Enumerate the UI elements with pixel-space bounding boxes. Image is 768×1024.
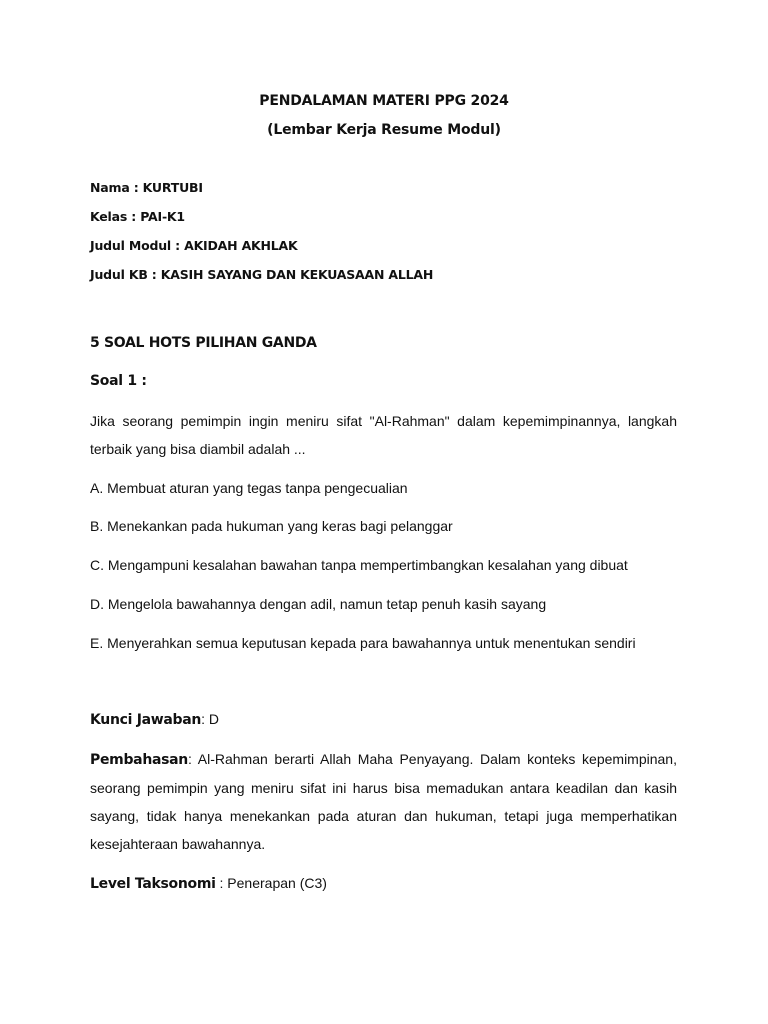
meta-nama: Nama : KURTUBI xyxy=(90,180,203,195)
answer-key-label: Kunci Jawaban xyxy=(90,712,202,728)
taxonomy-label: Level Taksonomi xyxy=(90,876,216,892)
option-c: C. Mengampuni kesalahan bawahan tanpa mempertimbangkan kesalahan yang dibuat xyxy=(90,557,628,573)
question-label: Soal 1 : xyxy=(90,373,147,389)
document-subtitle: (Lembar Kerja Resume Modul) xyxy=(267,122,501,138)
option-a: A. Membuat aturan yang tegas tanpa pengecualian xyxy=(90,480,408,496)
document-title: PENDALAMAN MATERI PPG 2024 xyxy=(259,93,509,109)
option-e: E. Menyerahkan semua keputusan kepada para bawahannya untuk menentukan sendiri xyxy=(90,635,636,651)
option-d: D. Mengelola bawahannya dengan adil, namun tetap penuh kasih sayang xyxy=(90,596,547,612)
meta-judul-kb: Judul KB : KASIH SAYANG DAN KEKUASAAN ALLAH xyxy=(90,267,434,282)
answer-key xyxy=(90,711,219,728)
discussion-text: : Al-Rahman berarti Allah Maha Penyayang. Dalam konteks kepemimpinan, seorang pemimpin yang meniru sifat ini harus bisa memadukan antara keadilan dan kasih sayang, tidak hanya menekankan pada aturan dan hukuman, tetapi juga memperhatikan kesejahteraan bawahannya. xyxy=(90,751,677,852)
discussion-label: Pembahasan xyxy=(90,752,188,768)
meta-judul-modul: Judul Modul : AKIDAH AKHLAK xyxy=(90,238,298,253)
taxonomy-level xyxy=(90,875,327,892)
section-heading: 5 SOAL HOTS PILIHAN GANDA xyxy=(90,335,317,351)
discussion xyxy=(90,745,677,858)
answer-key-value: : D xyxy=(201,711,219,727)
meta-kelas: Kelas : PAI-K1 xyxy=(90,209,185,224)
option-b: B. Menekankan pada hukuman yang keras bagi pelanggar xyxy=(90,518,453,534)
taxonomy-value: : Penerapan (C3) xyxy=(215,875,327,891)
question-text: Jika seorang pemimpin ingin meniru sifat "Al-Rahman" dalam kepemimpinannya, langkah terbaik yang bisa diambil adalah ... xyxy=(90,413,677,457)
